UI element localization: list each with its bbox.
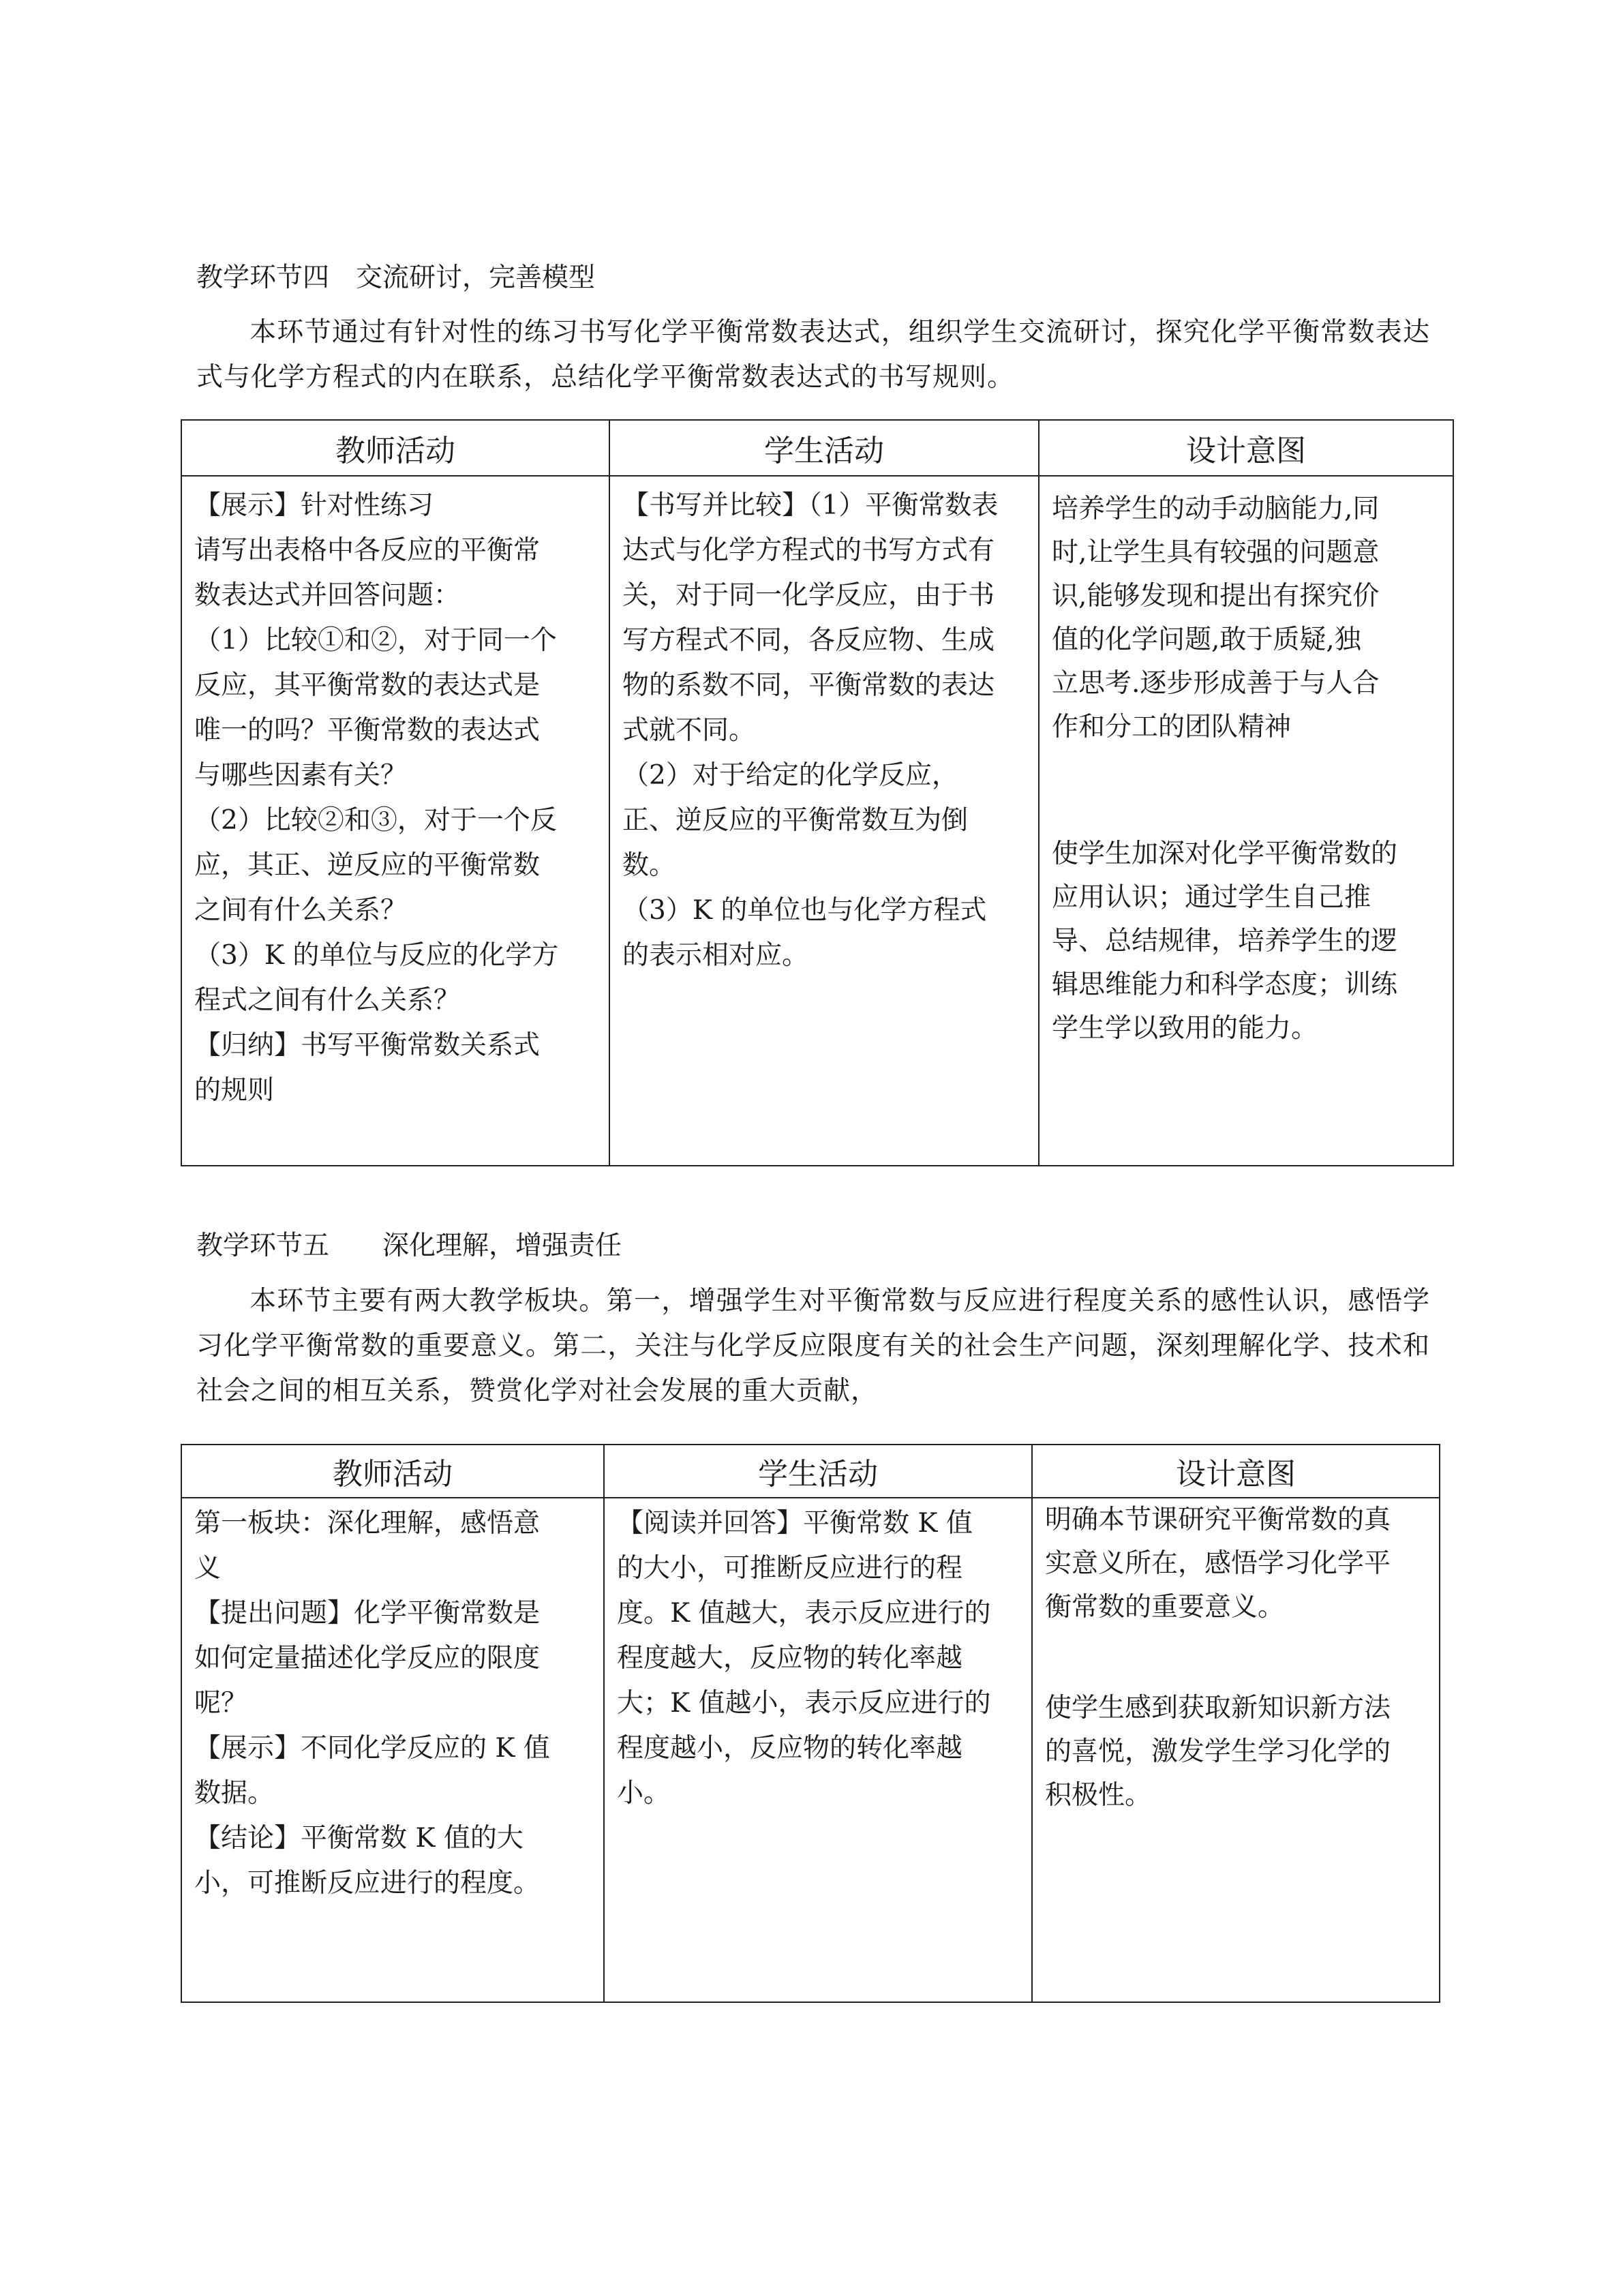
text-line: （3）K 的单位与反应的化学方 (194, 940, 559, 971)
text-line: 数表达式并回答问题： (194, 580, 461, 611)
teacher-activity-cell (181, 476, 609, 1166)
text-line: 实意义所在，感悟学习化学平 (1045, 1548, 1391, 1579)
text-line: 呢？ (194, 1688, 248, 1719)
section4-table (181, 419, 1454, 1166)
text-line: 请写出表格中各反应的平衡常 (194, 535, 541, 566)
spacer (1052, 749, 1440, 832)
text-line: 如何定量描述化学反应的限度 (194, 1643, 541, 1674)
text-line: 【阅读并回答】平衡常数 K 值 (617, 1508, 973, 1539)
text-line: 的大小，可推断反应进行的程 (617, 1553, 963, 1584)
text-line: 的表示相对应。 (622, 940, 809, 971)
text-line: 度。K 值越大，表示反应进行的 (617, 1598, 991, 1629)
text-line: 【展示】不同化学反应的 K 值 (194, 1733, 550, 1764)
header-design: 设计意图 (1039, 420, 1453, 476)
section4-heading: 教学环节四 交流研讨，完善模型 (196, 262, 596, 293)
text-line: 唯一的吗？平衡常数的表达式 (194, 715, 541, 746)
header-student: 学生活动 (604, 1445, 1032, 1498)
text-line: 应用认识；通过学生自己推 (1052, 882, 1371, 913)
design-intent-cell (1039, 476, 1453, 1166)
text-line: 积极性。 (1045, 1780, 1152, 1811)
text-line: 【书写并比较】（1）平衡常数表 (622, 490, 999, 521)
teacher-activity-cell (181, 1498, 604, 2002)
text-line: 小，可推断反应进行的程度。 (194, 1868, 541, 1899)
text-line: 程度越小，反应物的转化率越 (617, 1733, 963, 1764)
student-activity-cell (604, 1498, 1032, 2002)
section4-paragraph: 本环节通过有针对性的练习书写化学平衡常数表达式，组织学生交流研讨，探究化学平衡常数表达式与化学方程式的内在联系，总结化学平衡常数表达式的书写规则。 (196, 317, 1430, 393)
spacer (1045, 1629, 1427, 1687)
text-line: 之间有什么关系？ (194, 895, 408, 926)
text-line: 【归纳】书写平衡常数关系式 (194, 1030, 541, 1061)
text-line: （2）对于给定的化学反应， (622, 760, 958, 791)
text-line: 写方程式不同，各反应物、生成 (622, 625, 995, 656)
header-teacher: 教师活动 (181, 420, 609, 476)
header-student: 学生活动 (609, 420, 1039, 476)
text-line: 小。 (617, 1778, 671, 1809)
text-line: 正、逆反应的平衡常数互为倒 (622, 805, 969, 836)
text-line: 式就不同。 (622, 715, 756, 746)
text-line: 作和分工的团队精神 (1052, 712, 1292, 742)
text-line: 的喜悦，激发学生学习化学的 (1045, 1736, 1391, 1767)
text-line: 的规则 (194, 1075, 275, 1106)
text-line: 【展示】针对性练习 (194, 490, 434, 521)
text-line: （1）比较①和②，对于同一个 (194, 625, 557, 656)
header-design: 设计意图 (1032, 1445, 1440, 1498)
text-line: 数。 (622, 850, 676, 881)
text-line: 时,让学生具有较强的问题意 (1052, 537, 1380, 568)
text-line: 使学生感到获取新知识新方法 (1045, 1693, 1391, 1723)
text-line: 大；K 值越小，表示反应进行的 (617, 1688, 991, 1719)
student-activity-cell (609, 476, 1039, 1166)
text-line: 【提出问题】化学平衡常数是 (194, 1598, 541, 1629)
section5-table (181, 1444, 1440, 2003)
text-line: （2）比较②和③，对于一个反 (194, 805, 557, 836)
text-line: 识,能够发现和提出有探究价 (1052, 581, 1380, 611)
header-teacher: 教师活动 (181, 1445, 604, 1498)
text-line: 使学生加深对化学平衡常数的 (1052, 839, 1398, 869)
text-line: 应，其正、逆反应的平衡常数 (194, 850, 541, 881)
text-line: 物的系数不同，平衡常数的表达 (622, 670, 995, 701)
text-line: 第一板块：深化理解，感悟意 (194, 1508, 541, 1539)
text-line: （3）K 的单位也与化学方程式 (622, 895, 987, 926)
text-line: 学生学以致用的能力。 (1052, 1013, 1318, 1044)
text-line: 值的化学问题,敢于质疑,独 (1052, 624, 1361, 655)
text-line: 【结论】平衡常数 K 值的大 (194, 1823, 524, 1854)
text-line: 程式之间有什么关系？ (194, 985, 461, 1016)
text-line: 辑思维能力和科学态度；训练 (1052, 969, 1398, 1000)
text-line: 达式与化学方程式的书写方式有 (622, 535, 995, 566)
text-line: 明确本节课研究平衡常数的真 (1045, 1505, 1391, 1535)
section5-heading: 教学环节五 深化理解，增强责任 (196, 1230, 622, 1261)
text-line: 培养学生的动手动脑能力,同 (1052, 494, 1380, 524)
text-line: 义 (194, 1553, 222, 1584)
text-line: 与哪些因素有关？ (194, 760, 408, 791)
design-intent-cell (1032, 1498, 1440, 2002)
text-line: 反应，其平衡常数的表达式是 (194, 670, 541, 701)
text-line: 立思考.逐步形成善于与人合 (1052, 668, 1380, 699)
text-line: 衡常数的重要意义。 (1045, 1592, 1285, 1622)
section5-paragraph: 本环节主要有两大教学板块。第一，增强学生对平衡常数与反应进行程度关系的感性认识，感悟学习化学平衡常数的重要意义。第二，关注与化学反应限度有关的社会生产问题，深刻理解化学、技术和社会之间的相互关系，赞赏化学对社会发展的重大贡献， (196, 1286, 1430, 1406)
text-line: 关，对于同一化学反应，由于书 (622, 580, 995, 611)
text-line: 程度越大，反应物的转化率越 (617, 1643, 963, 1674)
text-line: 导、总结规律，培养学生的逻 (1052, 926, 1398, 956)
text-line: 数据。 (194, 1778, 275, 1809)
